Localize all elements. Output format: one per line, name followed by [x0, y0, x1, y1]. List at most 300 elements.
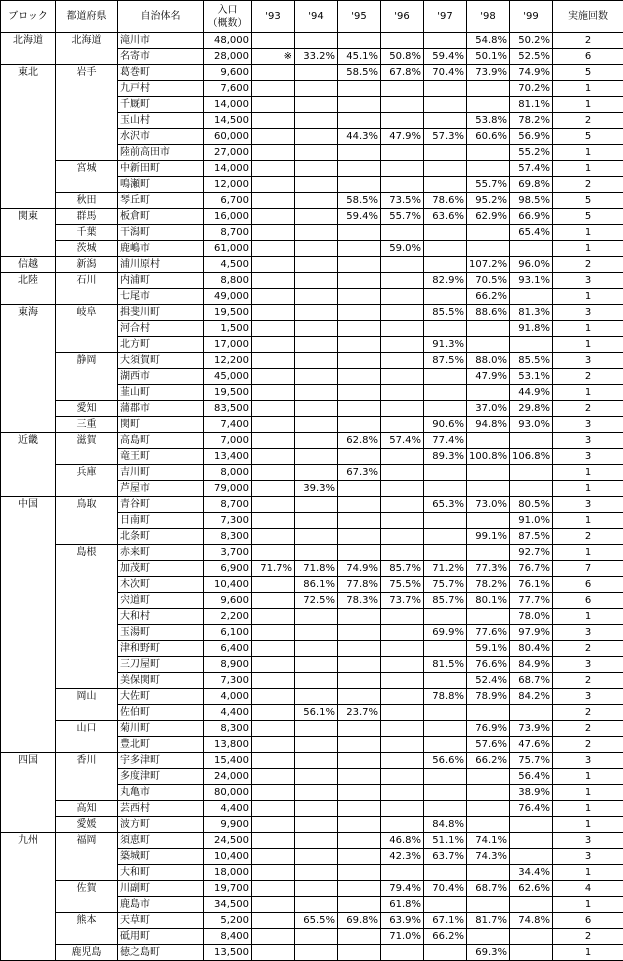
rate-1999-cell: 56.9% [510, 129, 553, 145]
rate-1999-cell: 76.1% [510, 577, 553, 593]
rate-1994-cell [295, 433, 338, 449]
rate-1997-cell [424, 97, 467, 113]
table-row [1, 577, 623, 593]
rate-1998-cell [467, 145, 510, 161]
rate-1999-cell: 96.0% [510, 257, 553, 273]
municipality-cell: 大佐町 [118, 689, 204, 705]
rate-1995-cell [338, 401, 381, 417]
rate-1998-cell [467, 785, 510, 801]
rate-1995-cell [338, 289, 381, 305]
rate-1994-cell [295, 545, 338, 561]
rate-1998-cell: 88.6% [467, 305, 510, 321]
block-cell: 九州 [1, 833, 56, 849]
count-cell: 3 [553, 849, 623, 865]
rate-1995-cell [338, 689, 381, 705]
rate-1996-cell: 75.5% [381, 577, 424, 593]
count-cell: 3 [553, 833, 623, 849]
rate-1999-cell: 81.3% [510, 305, 553, 321]
prefecture-cell [56, 145, 118, 161]
population-cell: 14,000 [204, 97, 252, 113]
rate-1994-cell [295, 289, 338, 305]
block-cell [1, 353, 56, 369]
rate-1995-cell [338, 385, 381, 401]
municipality-cell: 加茂町 [118, 561, 204, 577]
count-cell: 2 [553, 929, 623, 945]
rate-1997-cell [424, 609, 467, 625]
rate-1999-cell: 106.8% [510, 449, 553, 465]
rate-1998-cell: 88.0% [467, 353, 510, 369]
block-cell [1, 881, 56, 897]
rate-1995-cell [338, 33, 381, 49]
count-cell: 5 [553, 209, 623, 225]
rate-1995-cell: 67.3% [338, 465, 381, 481]
rate-1995-cell [338, 97, 381, 113]
municipality-cell: 揖斐川町 [118, 305, 204, 321]
block-cell: 北海道 [1, 33, 56, 49]
rate-1993-cell [252, 529, 295, 545]
rate-1993-cell [252, 385, 295, 401]
block-cell [1, 545, 56, 561]
rate-1994-cell [295, 657, 338, 673]
count-cell: 3 [553, 417, 623, 433]
population-cell: 8,800 [204, 273, 252, 289]
prefecture-cell [56, 785, 118, 801]
rate-1998-cell: 66.2% [467, 289, 510, 305]
table-row [1, 817, 623, 833]
rate-1999-cell: 81.1% [510, 97, 553, 113]
prefecture-cell [56, 897, 118, 913]
rate-1993-cell [252, 81, 295, 97]
count-cell: 1 [553, 465, 623, 481]
rate-1996-cell: 50.8% [381, 49, 424, 65]
rate-1998-cell [467, 929, 510, 945]
rate-1996-cell [381, 529, 424, 545]
rate-1997-cell [424, 945, 467, 961]
municipality-cell: 吉川町 [118, 465, 204, 481]
rate-1996-cell [381, 657, 424, 673]
block-cell: 東海 [1, 305, 56, 321]
rate-1997-cell [424, 33, 467, 49]
block-cell [1, 145, 56, 161]
rate-1993-cell [252, 289, 295, 305]
rate-1997-cell: 63.7% [424, 849, 467, 865]
table-row [1, 721, 623, 737]
population-cell: 19,700 [204, 881, 252, 897]
rate-1994-cell [295, 305, 338, 321]
rate-1994-cell [295, 945, 338, 961]
rate-1994-cell [295, 769, 338, 785]
count-cell: 1 [553, 865, 623, 881]
prefecture-cell: 秋田 [56, 193, 118, 209]
rate-1994-cell [295, 257, 338, 273]
rate-1999-cell: 85.5% [510, 353, 553, 369]
rate-1996-cell [381, 945, 424, 961]
rate-1999-cell: 50.2% [510, 33, 553, 49]
rate-1994-cell [295, 737, 338, 753]
rate-1993-cell [252, 897, 295, 913]
prefecture-cell [56, 113, 118, 129]
rate-1998-cell [467, 321, 510, 337]
municipality-cell: 青谷町 [118, 497, 204, 513]
prefecture-cell [56, 673, 118, 689]
rate-1993-cell [252, 753, 295, 769]
rate-1998-cell: 66.2% [467, 753, 510, 769]
rate-1993-cell [252, 65, 295, 81]
rate-1999-cell: 62.6% [510, 881, 553, 897]
population-cell: 12,200 [204, 353, 252, 369]
count-cell: 2 [553, 673, 623, 689]
municipality-cell: 芸西村 [118, 801, 204, 817]
rate-1999-cell: 56.4% [510, 769, 553, 785]
count-cell: 2 [553, 257, 623, 273]
municipality-cell: 豊北町 [118, 737, 204, 753]
table-row [1, 657, 623, 673]
block-cell [1, 129, 56, 145]
prefecture-cell [56, 449, 118, 465]
population-cell: 18,000 [204, 865, 252, 881]
block-cell [1, 529, 56, 545]
rate-1994-cell [295, 113, 338, 129]
municipality-cell: 佐伯町 [118, 705, 204, 721]
rate-1993-cell [252, 113, 295, 129]
rate-1994-cell [295, 785, 338, 801]
rate-1994-cell [295, 145, 338, 161]
rate-1996-cell [381, 369, 424, 385]
prefecture-cell [56, 737, 118, 753]
population-cell: 6,100 [204, 625, 252, 641]
rate-1993-cell [252, 625, 295, 641]
count-cell: 3 [553, 305, 623, 321]
rate-1995-cell [338, 529, 381, 545]
rate-1999-cell: 34.4% [510, 865, 553, 881]
count-cell: 2 [553, 401, 623, 417]
rate-1997-cell: 77.4% [424, 433, 467, 449]
table-row [1, 785, 623, 801]
table-row [1, 945, 623, 961]
rate-1999-cell: 47.6% [510, 737, 553, 753]
rate-1996-cell [381, 801, 424, 817]
header-1997: '97 [424, 1, 467, 33]
block-cell [1, 945, 56, 961]
population-cell: 79,000 [204, 481, 252, 497]
rate-1996-cell [381, 481, 424, 497]
rate-1997-cell: 81.5% [424, 657, 467, 673]
table-body [1, 33, 623, 961]
header-population: 入口 （概数） [204, 1, 252, 33]
prefecture-cell [56, 129, 118, 145]
rate-1994-cell [295, 273, 338, 289]
block-cell: 近畿 [1, 433, 56, 449]
rate-1998-cell: 78.2% [467, 577, 510, 593]
block-cell [1, 97, 56, 113]
rate-1995-cell [338, 945, 381, 961]
prefecture-cell: 鳥取 [56, 497, 118, 513]
rate-1997-cell [424, 177, 467, 193]
rate-1995-cell [338, 737, 381, 753]
rate-1997-cell: 56.6% [424, 753, 467, 769]
rate-1995-cell [338, 721, 381, 737]
municipality-cell: 名寄市 [118, 49, 204, 65]
rate-1994-cell [295, 465, 338, 481]
table-row [1, 737, 623, 753]
table-row [1, 145, 623, 161]
rate-1995-cell [338, 641, 381, 657]
rate-1996-cell [381, 865, 424, 881]
rate-1996-cell [381, 513, 424, 529]
rate-1995-cell: 44.3% [338, 129, 381, 145]
table-row [1, 593, 623, 609]
rate-1999-cell: 38.9% [510, 785, 553, 801]
rate-1999-cell: 84.2% [510, 689, 553, 705]
rate-1998-cell [467, 897, 510, 913]
municipality-cell: 北方町 [118, 337, 204, 353]
rate-1999-cell: 87.5% [510, 529, 553, 545]
count-cell: 1 [553, 609, 623, 625]
rate-1995-cell [338, 513, 381, 529]
population-cell: 1,500 [204, 321, 252, 337]
rate-1999-cell: 84.9% [510, 657, 553, 673]
rate-1997-cell: 66.2% [424, 929, 467, 945]
rate-1997-cell: 71.2% [424, 561, 467, 577]
rate-1997-cell: 91.3% [424, 337, 467, 353]
rate-1993-cell [252, 337, 295, 353]
prefecture-cell [56, 929, 118, 945]
prefecture-cell: 鹿児島 [56, 945, 118, 961]
table-row [1, 49, 623, 65]
rate-1993-cell [252, 497, 295, 513]
rate-1996-cell [381, 497, 424, 513]
rate-1993-cell [252, 945, 295, 961]
prefecture-cell: 岡山 [56, 689, 118, 705]
prefecture-cell: 島根 [56, 545, 118, 561]
header-1996: '96 [381, 1, 424, 33]
rate-1993-cell [252, 513, 295, 529]
rate-1993-cell [252, 241, 295, 257]
municipality-cell: 築城町 [118, 849, 204, 865]
rate-1999-cell [510, 945, 553, 961]
count-cell: 3 [553, 273, 623, 289]
table-row [1, 161, 623, 177]
rate-1995-cell [338, 657, 381, 673]
block-cell [1, 385, 56, 401]
rate-1998-cell [467, 481, 510, 497]
rate-1999-cell [510, 929, 553, 945]
population-cell: 7,300 [204, 673, 252, 689]
rate-1994-cell: 65.5% [295, 913, 338, 929]
municipality-cell: 滝川市 [118, 33, 204, 49]
municipality-cell: 天草町 [118, 913, 204, 929]
count-cell: 1 [553, 481, 623, 497]
population-cell: 24,000 [204, 769, 252, 785]
block-cell [1, 369, 56, 385]
block-cell [1, 689, 56, 705]
rate-1999-cell: 97.9% [510, 625, 553, 641]
table-row [1, 417, 623, 433]
prefecture-cell: 岩手 [56, 65, 118, 81]
rate-1993-cell [252, 353, 295, 369]
rate-1995-cell [338, 833, 381, 849]
rate-1994-cell [295, 817, 338, 833]
header-block: ブロック [1, 1, 56, 33]
municipality-cell: 陸前高田市 [118, 145, 204, 161]
table-row [1, 609, 623, 625]
block-cell [1, 481, 56, 497]
rate-1995-cell [338, 625, 381, 641]
rate-1997-cell [424, 481, 467, 497]
block-cell [1, 465, 56, 481]
rate-1994-cell [295, 209, 338, 225]
rate-1996-cell [381, 705, 424, 721]
block-cell [1, 929, 56, 945]
rate-1994-cell [295, 353, 338, 369]
rate-1995-cell [338, 801, 381, 817]
rate-1993-cell [252, 465, 295, 481]
rate-1995-cell [338, 897, 381, 913]
rate-1994-cell [295, 65, 338, 81]
municipality-cell: 多度津町 [118, 769, 204, 785]
count-cell: 5 [553, 193, 623, 209]
rate-1996-cell [381, 417, 424, 433]
count-cell: 6 [553, 577, 623, 593]
rate-1999-cell [510, 849, 553, 865]
rate-1995-cell: 58.5% [338, 65, 381, 81]
rate-1995-cell: 45.1% [338, 49, 381, 65]
rate-1995-cell [338, 849, 381, 865]
population-cell: 8,900 [204, 657, 252, 673]
header-1993: '93 [252, 1, 295, 33]
rate-1998-cell [467, 705, 510, 721]
population-cell: 10,400 [204, 577, 252, 593]
rate-1998-cell: 52.4% [467, 673, 510, 689]
table-row [1, 97, 623, 113]
table-row [1, 881, 623, 897]
rate-1999-cell: 69.8% [510, 177, 553, 193]
rate-1994-cell [295, 129, 338, 145]
block-cell [1, 161, 56, 177]
rate-1993-cell: ※ [252, 49, 295, 65]
rate-1994-cell: 71.8% [295, 561, 338, 577]
population-cell: 9,600 [204, 65, 252, 81]
rate-1994-cell [295, 161, 338, 177]
rate-1998-cell: 77.6% [467, 625, 510, 641]
rate-1997-cell [424, 721, 467, 737]
rate-1993-cell [252, 913, 295, 929]
prefecture-cell: 佐賀 [56, 881, 118, 897]
rate-1998-cell: 77.3% [467, 561, 510, 577]
rate-1997-cell [424, 289, 467, 305]
rate-1998-cell [467, 433, 510, 449]
rate-1998-cell [467, 97, 510, 113]
prefecture-cell [56, 289, 118, 305]
count-cell: 3 [553, 449, 623, 465]
rate-1997-cell: 87.5% [424, 353, 467, 369]
rate-1994-cell [295, 881, 338, 897]
population-cell: 9,600 [204, 593, 252, 609]
prefecture-cell [56, 385, 118, 401]
rate-1994-cell [295, 801, 338, 817]
municipality-cell: 須恵町 [118, 833, 204, 849]
rate-1998-cell: 55.7% [467, 177, 510, 193]
rate-1999-cell: 91.8% [510, 321, 553, 337]
rate-1993-cell [252, 849, 295, 865]
rate-1994-cell [295, 177, 338, 193]
rate-1999-cell: 93.1% [510, 273, 553, 289]
block-cell: 北陸 [1, 273, 56, 289]
rate-1997-cell [424, 401, 467, 417]
rate-1999-cell: 68.7% [510, 673, 553, 689]
block-cell [1, 625, 56, 641]
prefecture-cell [56, 481, 118, 497]
rate-1993-cell [252, 705, 295, 721]
rate-1995-cell [338, 545, 381, 561]
rate-1994-cell [295, 865, 338, 881]
rate-1993-cell [252, 689, 295, 705]
rate-1993-cell [252, 33, 295, 49]
rate-1997-cell: 70.4% [424, 881, 467, 897]
rate-1995-cell: 78.3% [338, 593, 381, 609]
rate-1998-cell [467, 385, 510, 401]
count-cell: 1 [553, 289, 623, 305]
prefecture-cell [56, 609, 118, 625]
rate-1996-cell: 59.0% [381, 241, 424, 257]
rate-1996-cell [381, 321, 424, 337]
municipality-cell: 板倉町 [118, 209, 204, 225]
rate-1995-cell [338, 353, 381, 369]
block-cell [1, 225, 56, 241]
rate-1995-cell [338, 817, 381, 833]
block-cell [1, 817, 56, 833]
count-cell: 2 [553, 33, 623, 49]
rate-1998-cell [467, 225, 510, 241]
count-cell: 2 [553, 721, 623, 737]
rate-1993-cell [252, 417, 295, 433]
rate-1998-cell [467, 161, 510, 177]
count-cell: 5 [553, 65, 623, 81]
population-cell: 9,900 [204, 817, 252, 833]
municipality-cell: 芦屋市 [118, 481, 204, 497]
rate-1997-cell [424, 385, 467, 401]
count-cell: 6 [553, 593, 623, 609]
rate-1993-cell [252, 929, 295, 945]
table-row [1, 353, 623, 369]
rate-1999-cell: 98.5% [510, 193, 553, 209]
rate-1996-cell [381, 97, 424, 113]
header-1995: '95 [338, 1, 381, 33]
count-cell: 2 [553, 113, 623, 129]
rate-1999-cell: 80.4% [510, 641, 553, 657]
rate-1993-cell [252, 833, 295, 849]
rate-1999-cell: 73.9% [510, 721, 553, 737]
rate-1998-cell: 74.3% [467, 849, 510, 865]
rate-1997-cell [424, 897, 467, 913]
rate-1996-cell [381, 609, 424, 625]
count-cell: 2 [553, 705, 623, 721]
rate-1995-cell [338, 81, 381, 97]
count-cell: 1 [553, 97, 623, 113]
rate-1997-cell: 63.6% [424, 209, 467, 225]
count-cell: 3 [553, 689, 623, 705]
block-cell [1, 401, 56, 417]
rate-1999-cell [510, 833, 553, 849]
municipality-cell: 玉山村 [118, 113, 204, 129]
table-row [1, 497, 623, 513]
population-cell: 28,000 [204, 49, 252, 65]
table-row [1, 241, 623, 257]
rate-1997-cell [424, 801, 467, 817]
rate-1997-cell [424, 865, 467, 881]
block-cell [1, 81, 56, 97]
count-cell: 1 [553, 545, 623, 561]
